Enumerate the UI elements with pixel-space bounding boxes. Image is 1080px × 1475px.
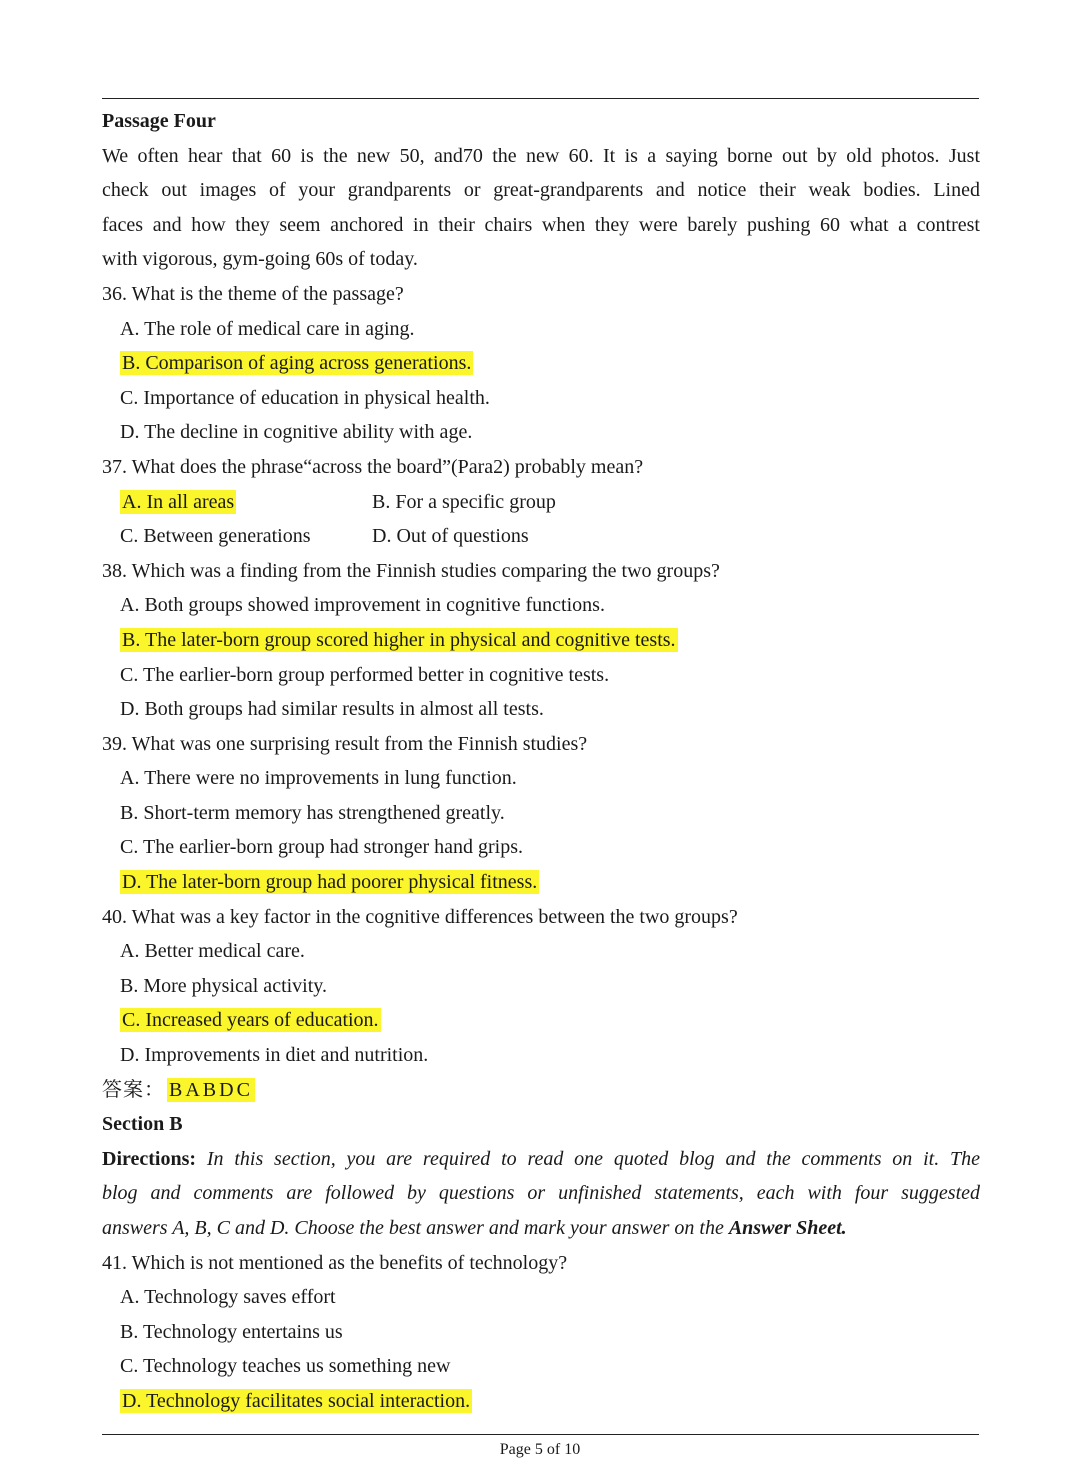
option-text: C. The earlier-born group performed better in cognitive tests. xyxy=(120,663,610,686)
q38-option-a xyxy=(102,588,980,623)
question-38: 38. Which was a finding from the Finnish studies comparing the two groups? xyxy=(102,559,720,582)
option-text: A. Technology saves effort xyxy=(120,1286,336,1309)
option-text: C. Technology teaches us something new xyxy=(120,1355,451,1378)
q36-option-a xyxy=(102,312,980,347)
directions-line xyxy=(102,1142,980,1177)
question-40: 40. What was a key factor in the cognitive differences between the two groups? xyxy=(102,905,738,928)
question-39: 39. What was one surprising result from the Finnish studies? xyxy=(102,732,588,755)
q39-option-a xyxy=(102,761,980,796)
option-text: B. More physical activity. xyxy=(120,974,327,997)
q36-option-d xyxy=(102,415,980,450)
passage-line: check out images of your grandparents or great-grandparents and notice their weak bodies. Lined xyxy=(102,179,980,202)
q37-options-row-2 xyxy=(102,519,980,554)
option-text: A. Both groups showed improvement in cognitive functions. xyxy=(120,594,605,617)
q38-option-d xyxy=(102,692,980,727)
q38-option-b xyxy=(102,623,980,658)
answer-label: 答案： xyxy=(102,1078,165,1101)
option-text: C. The earlier-born group had stronger hand grips. xyxy=(120,836,524,859)
option-text: D. Both groups had similar results in almost all tests. xyxy=(120,698,544,721)
option-text: C. Importance of education in physical health. xyxy=(120,386,490,409)
q40-option-b xyxy=(102,969,980,1004)
passage-line: We often hear that 60 is the new 50, and70 the new 60. It is a saying borne out by old photos. Just xyxy=(102,144,980,167)
q41-option-d xyxy=(102,1384,980,1419)
q41-option-b xyxy=(102,1315,980,1350)
q36-option-b xyxy=(102,346,980,381)
directions-line: blog and comments are followed by questions or unfinished statements, each with four suggested xyxy=(102,1182,980,1205)
option-text: B. Technology entertains us xyxy=(120,1320,343,1343)
directions-text: answers A, B, C and D. Choose the best answer and mark your answer on the xyxy=(102,1217,724,1239)
option-text: A. Better medical care. xyxy=(120,940,305,963)
q37-options-row-1 xyxy=(102,485,980,520)
q41-option-a xyxy=(102,1280,980,1315)
question-36: 36. What is the theme of the passage? xyxy=(102,282,404,305)
q38-option-c xyxy=(102,658,980,693)
answer-key: BABDC xyxy=(169,1078,253,1101)
highlighted-answer: B. Comparison of aging across generations. xyxy=(122,352,472,375)
page-content xyxy=(102,104,980,1419)
footer-rule xyxy=(102,1434,979,1435)
highlighted-answer: B. The later-born group scored higher in physical and cognitive tests. xyxy=(122,628,676,651)
option-text: B. Short-term memory has strengthened greatly. xyxy=(120,801,505,824)
highlighted-answer: C. Increased years of education. xyxy=(122,1009,379,1032)
question-37: 37. What does the phrase“across the board”(Para2) probably mean? xyxy=(102,455,644,478)
header-rule xyxy=(102,98,979,99)
passage-line: faces and how they seem anchored in their chairs when they were barely pushing 60 what a contrest xyxy=(102,213,980,236)
q40-option-a xyxy=(102,934,980,969)
q39-option-d xyxy=(102,865,980,900)
q41-option-c xyxy=(102,1349,980,1384)
answer-sheet-emphasis: Answer Sheet. xyxy=(728,1217,847,1239)
q36-option-c xyxy=(102,381,980,416)
q39-option-b xyxy=(102,796,980,831)
option-text: D. Out of questions xyxy=(372,525,529,548)
q40-option-d xyxy=(102,1038,980,1073)
highlighted-answer: D. The later-born group had poorer physical fitness. xyxy=(122,871,538,894)
option-text: B. For a specific group xyxy=(372,490,556,513)
passage-line: with vigorous, gym-going 60s of today. xyxy=(102,248,418,271)
directions-line xyxy=(102,1211,980,1246)
highlighted-answer: D. Technology facilitates social interaction. xyxy=(122,1389,471,1412)
section-b-heading: Section B xyxy=(102,1113,183,1136)
passage-heading: Passage Four xyxy=(102,110,216,132)
option-text: D. Improvements in diet and nutrition. xyxy=(120,1044,429,1067)
answer-key-line xyxy=(102,1073,980,1108)
option-text: D. The decline in cognitive ability with age. xyxy=(120,421,473,444)
highlighted-answer: A. In all areas xyxy=(122,490,235,513)
directions-text: In this section, you are required to read one quoted blog and the comments on it. The xyxy=(206,1147,980,1170)
question-41: 41. Which is not mentioned as the benefits of technology? xyxy=(102,1251,568,1274)
option-text: A. There were no improvements in lung function. xyxy=(120,767,517,790)
directions-label: Directions: xyxy=(102,1147,197,1170)
page-number: Page 5 of 10 xyxy=(499,1441,581,1458)
q40-option-c xyxy=(102,1003,980,1038)
option-text: A. The role of medical care in aging. xyxy=(120,317,415,340)
q39-option-c xyxy=(102,830,980,865)
option-text: C. Between generations xyxy=(120,525,311,548)
